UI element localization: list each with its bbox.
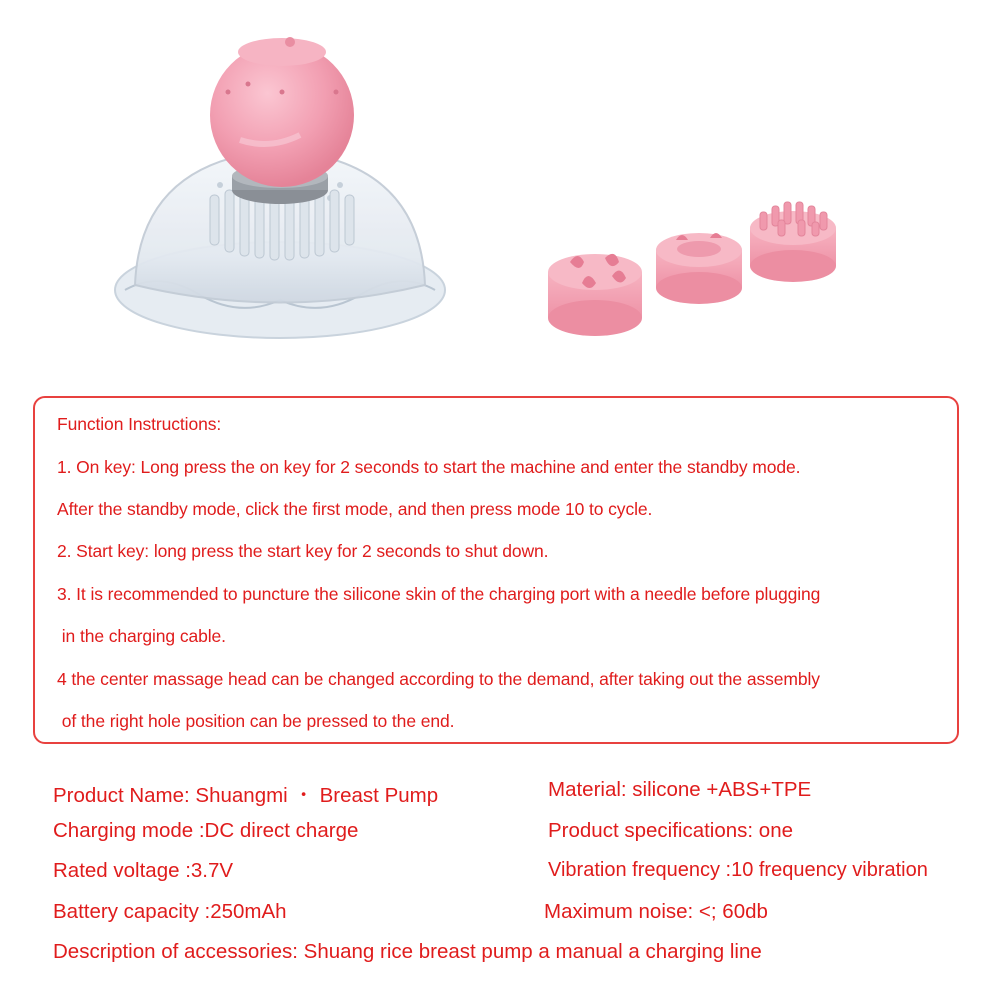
massage-head-ring-icon: [656, 233, 742, 304]
instruction-line: 1. On key: Long press the on key for 2 seconds to start the machine and enter the standby mode.: [57, 457, 801, 477]
instruction-line: 4 the center massage head can be changed according to the demand, after taking out the assembly: [57, 669, 820, 689]
spec-maximum-noise: Maximum noise: <; 60db: [544, 900, 768, 923]
spec-vibration-frequency: Vibration frequency :10 frequency vibration: [548, 859, 928, 881]
function-instructions-box: [33, 396, 959, 744]
spec-rated-voltage: Rated voltage :3.7V: [53, 859, 234, 882]
massage-head-petal-icon: [548, 254, 642, 336]
spec-product-specifications: Product specifications: one: [548, 819, 793, 842]
spec-battery-capacity: Battery capacity :250mAh: [53, 900, 287, 923]
spec-accessories-description: Description of accessories: Shuang rice breast pump a manual a charging line: [53, 940, 762, 963]
spec-product-name: Product Name: Shuangmi ・ Breast Pump: [53, 784, 439, 807]
instruction-line: of the right hole position can be pressed to the end.: [57, 711, 455, 731]
instruction-line: 3. It is recommended to puncture the silicone skin of the charging port with a needle before plugging: [57, 584, 821, 604]
breast-pump-device-icon: [115, 37, 445, 338]
massage-head-bristle-icon: [750, 202, 836, 282]
spec-material: Material: silicone +ABS+TPE: [548, 778, 812, 801]
instruction-line: After the standby mode, click the first mode, and then press mode 10 to cycle.: [57, 499, 653, 519]
instruction-line: in the charging cable.: [57, 626, 226, 646]
product-illustration: [0, 0, 1000, 390]
spec-charging-mode: Charging mode :DC direct charge: [53, 819, 359, 842]
instruction-line: 2. Start key: long press the start key for 2 seconds to shut down.: [57, 541, 549, 561]
instructions-title: Function Instructions:: [57, 414, 222, 434]
